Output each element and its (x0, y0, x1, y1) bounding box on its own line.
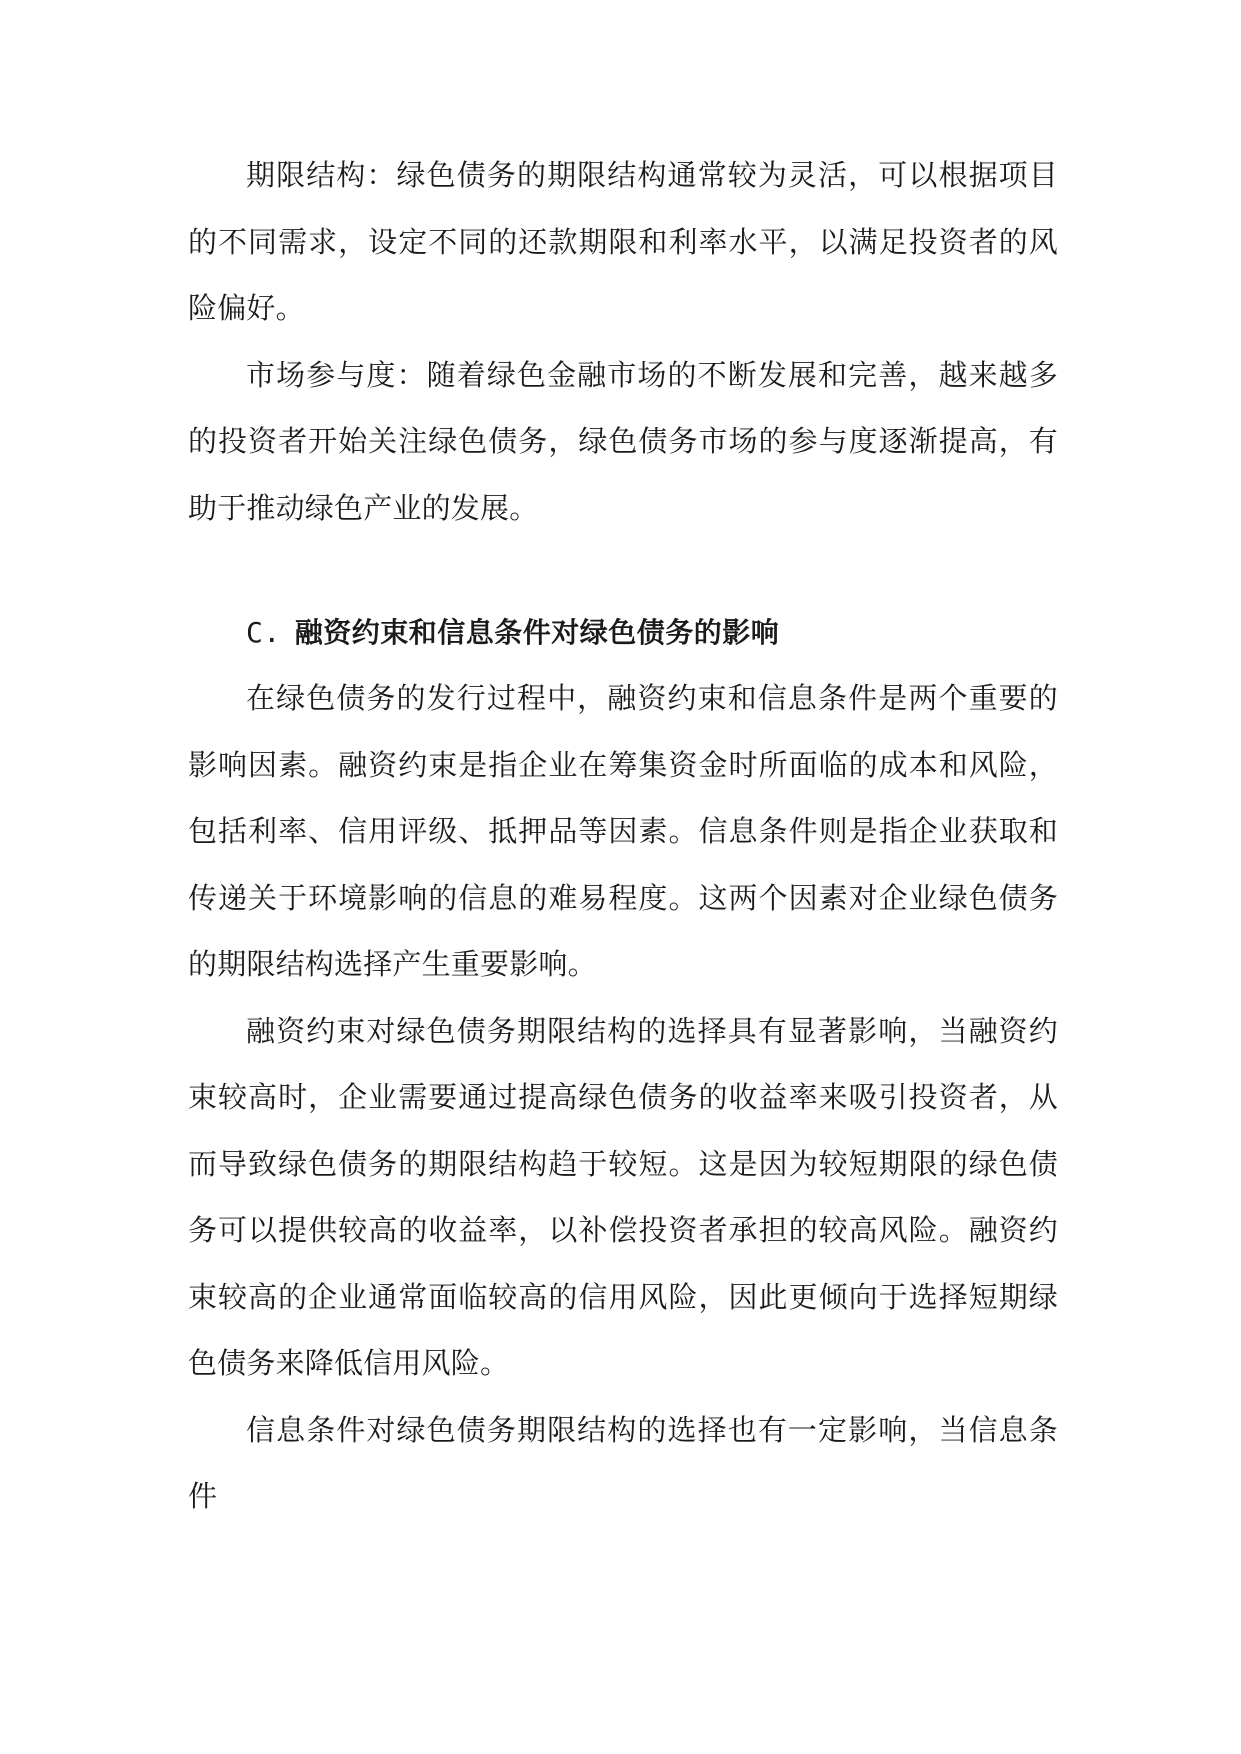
paragraph-financing-constraint: 融资约束对绿色债务期限结构的选择具有显著影响，当融资约束较高时，企业需要通过提高绿色债务的收益率来吸引投资者，从而导致绿色债务的期限结构趋于较短。这是因为较短期限的绿色债务可以提供较高的收益率，以补偿投资者承担的较高风险。融资约束较高的企业通常面临较高的信用风险，因此更倾向于选择短期绿色债务来降低信用风险。 (188, 1013, 1058, 1380)
paragraph-term-structure: 期限结构：绿色债务的期限结构通常较为灵活，可以根据项目的不同需求，设定不同的还款期限和利率水平，以满足投资者的风险偏好。 (188, 158, 1058, 325)
paragraph-financing-info-intro: 在绿色债务的发行过程中，融资约束和信息条件是两个重要的影响因素。融资约束是指企业在筹集资金时所面临的成本和风险，包括利率、信用评级、抵押品等因素。信息条件则是指企业获取和传递关于环境影响的信息的难易程度。这两个因素对企业绿色债务的期限结构选择产生重要影响。 (188, 681, 1058, 981)
section-title: 融资约束和信息条件对绿色债务的影响 (294, 616, 780, 649)
paragraph-information-condition: 信息条件对绿色债务期限结构的选择也有一定影响，当信息条件 (188, 1412, 1058, 1513)
section-heading (188, 605, 1058, 661)
section-number: C. (246, 616, 281, 649)
document-page (188, 142, 1058, 1530)
paragraph-market-participation: 市场参与度：随着绿色金融市场的不断发展和完善，越来越多的投资者开始关注绿色债务，绿色债务市场的参与度逐渐提高，有助于推动绿色产业的发展。 (188, 357, 1058, 525)
